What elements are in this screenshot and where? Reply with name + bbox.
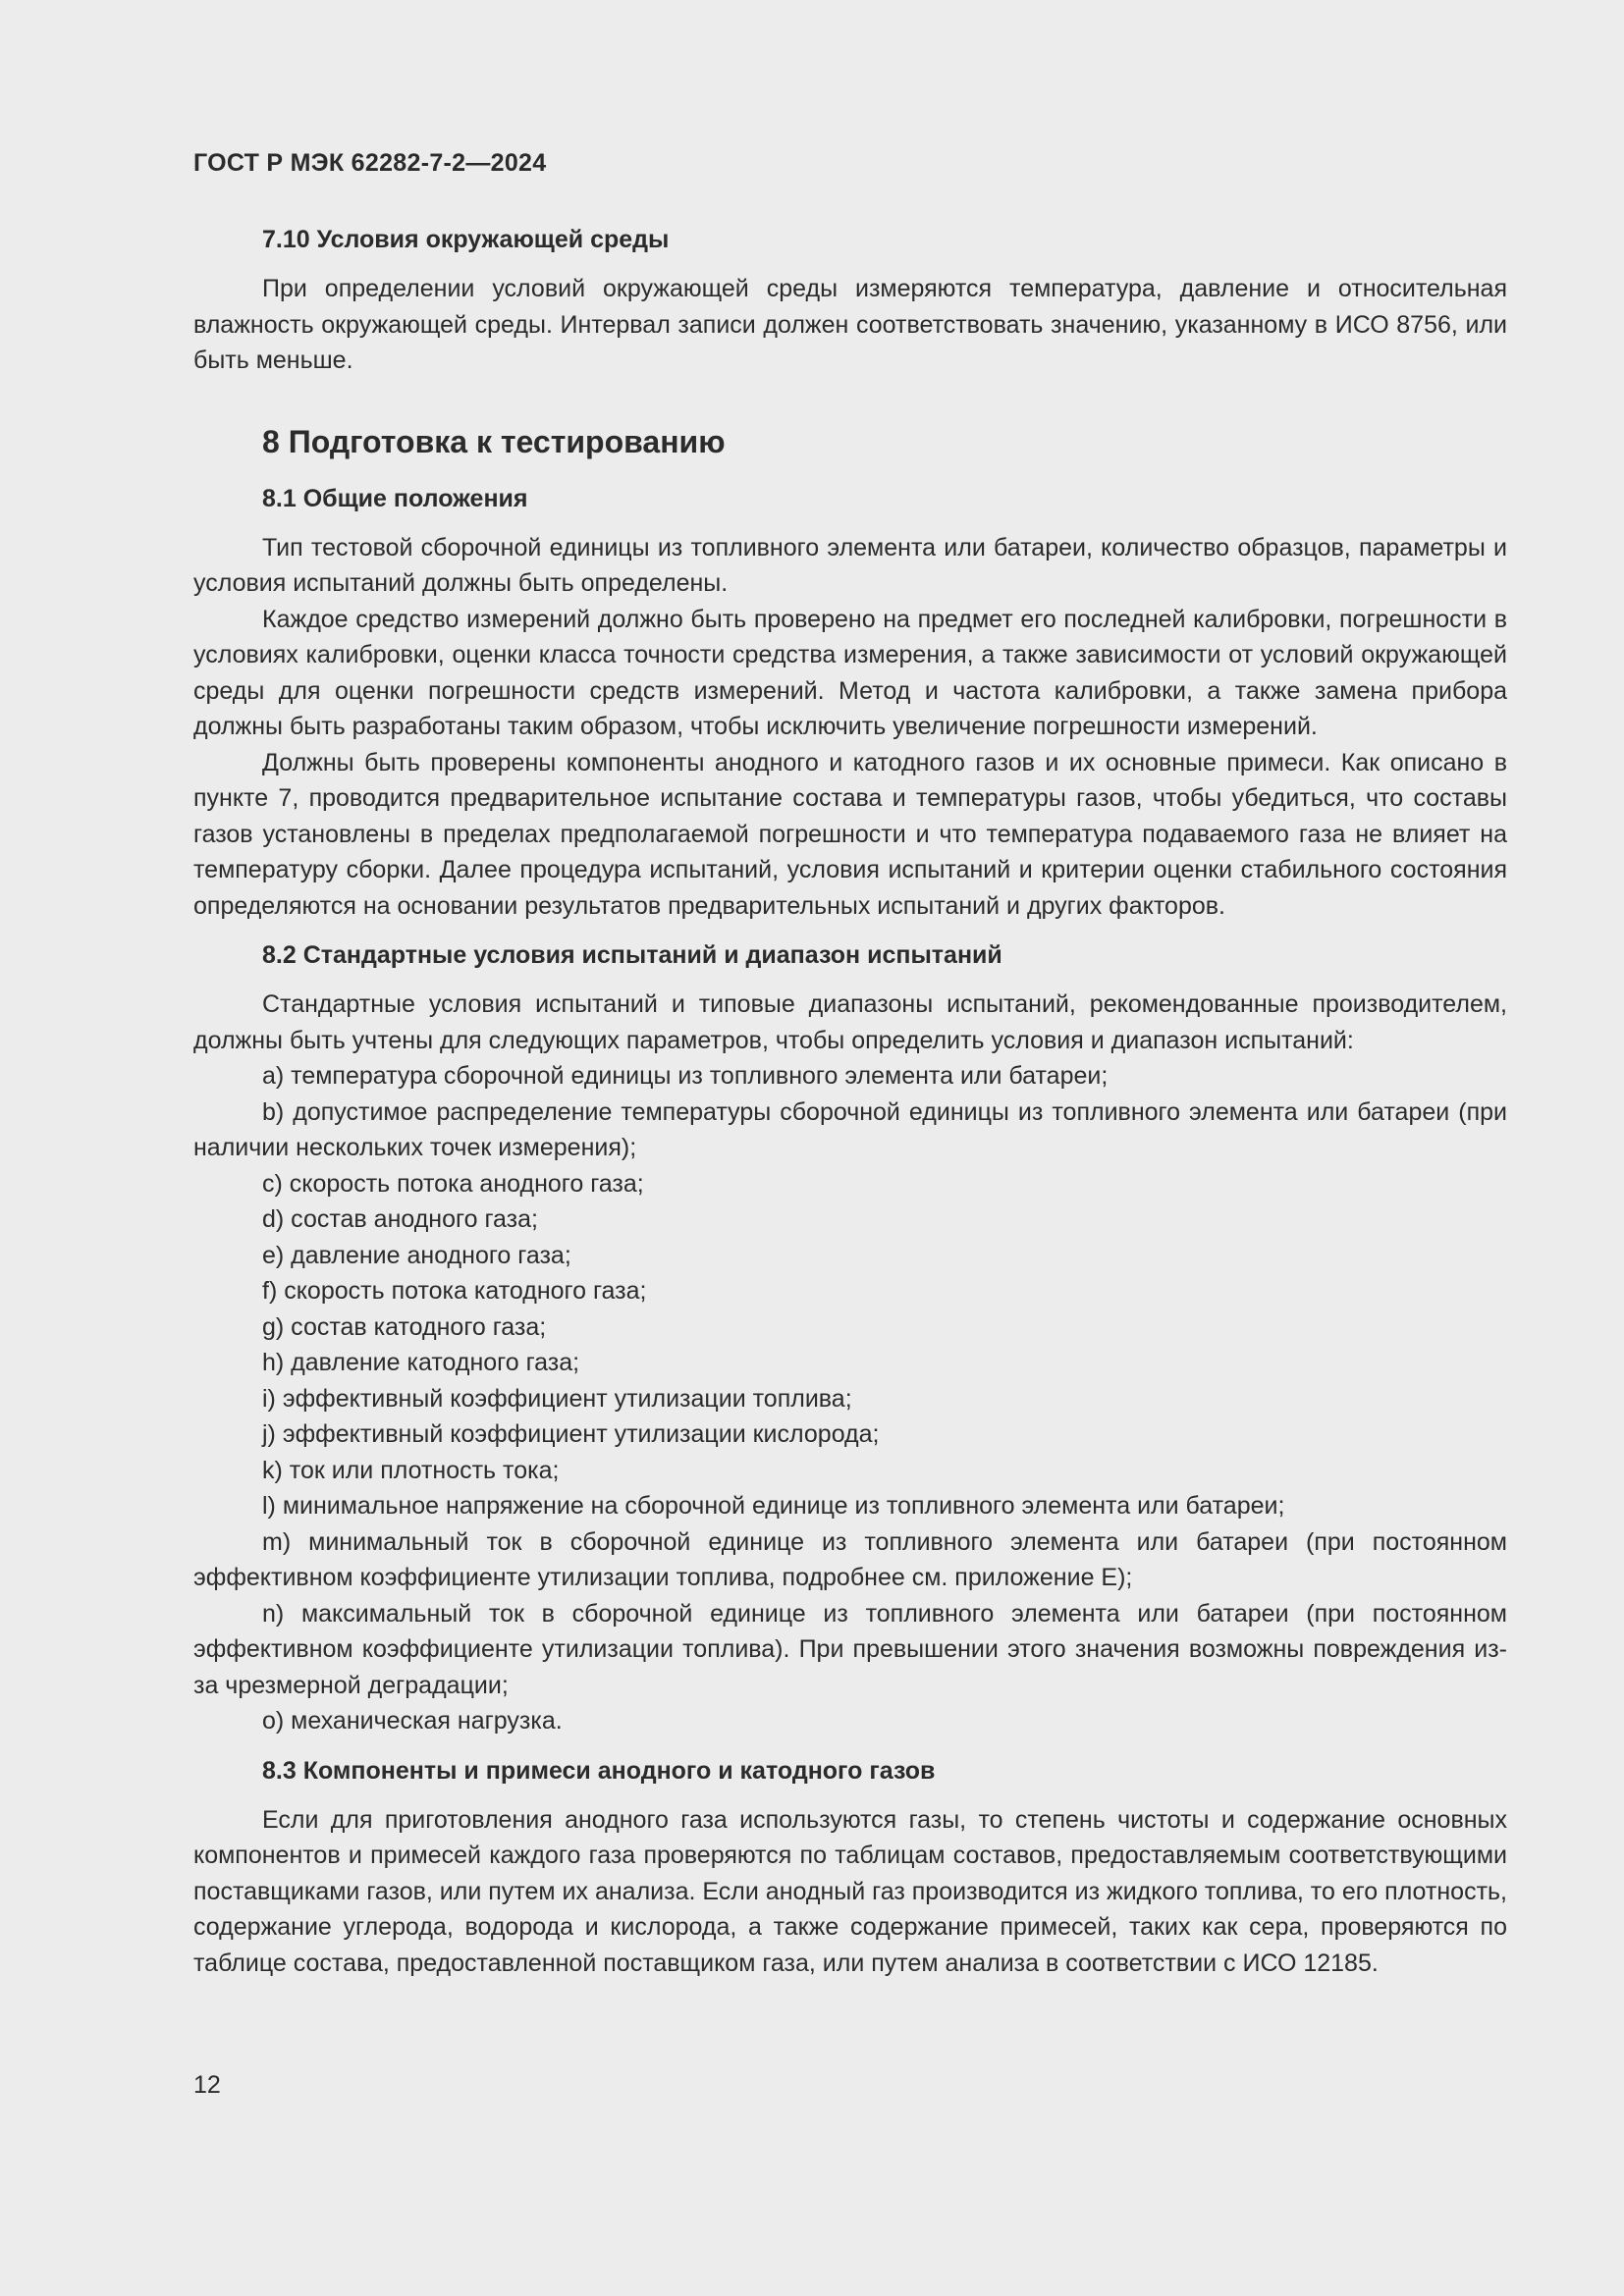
page-number: 12 bbox=[193, 2071, 221, 2099]
paragraph: Если для приготовления анодного газа используются газы, то степень чистоты и содержание основных компонентов и примесей каждого газа проверяются по таблицам составов, предоставляемым соответствующими поставщиками газов, или путем их анализа. Если анодный газ производится из жидкого топлива, то его плотность, содержание углерода, водорода и кислорода, а также содержание примесей, таких как сера, проверяются по таблице состава, предоставленной поставщиком газа, или путем анализа в соответствии с ИСО 12185. bbox=[193, 1805, 1507, 1977]
document-header: ГОСТ Р МЭК 62282-7-2—2024 bbox=[193, 149, 547, 177]
list-item: i) эффективный коэффициент утилизации топлива; bbox=[262, 1384, 852, 1413]
list-item: h) давление катодного газа; bbox=[262, 1349, 580, 1376]
list-item: g) состав катодного газа; bbox=[262, 1312, 547, 1341]
list-item: o) механическая нагрузка. bbox=[262, 1707, 563, 1735]
list-item: e) давление анодного газа; bbox=[262, 1241, 571, 1269]
paragraph: Должны быть проверены компоненты анодного и катодного газов и их основные примеси. Как описано в пункте 7, проводится предварительное испытание состава и температуры газов, чтобы убедиться, что составы газов установлены в пределах предполагаемой погрешности и что температура подаваемого газа не влияет на температуру сборки. Далее процедура испытаний, условия испытаний и критерии оценки стабильного состояния определяются на основании результатов предварительных испытаний и других факторов. bbox=[193, 748, 1507, 920]
heading-8-2: 8.2 Стандартные условия испытаний и диапазон испытаний bbox=[262, 941, 1002, 969]
list-item: m) минимальный ток в сборочной единице из топливного элемента или батареи (при постоянном эффективном коэффициенте утилизации топлива, подробнее см. приложение Е); bbox=[193, 1527, 1507, 1591]
list-item: n) максимальный ток в сборочной единице из топливного элемента или батареи (при постоянном эффективном коэффициенте утилизации топлива). При превышении этого значения возможны повреждения из-за чрезмерной деградации; bbox=[193, 1599, 1507, 1699]
paragraph: Каждое средство измерений должно быть проверено на предмет его последней калибровки, погрешности в условиях калибровки, оценки класса точности средства измерения, а также зависимости от условий окружающей среды для оценки погрешности средств измерений. Метод и частота калибровки, а также замена прибора должны быть разработаны таким образом, чтобы исключить увеличение погрешности измерений. bbox=[193, 605, 1507, 740]
list-item: f) скорость потока катодного газа; bbox=[262, 1277, 647, 1305]
heading-section-8: 8 Подготовка к тестированию bbox=[262, 423, 726, 459]
heading-8-1: 8.1 Общие положения bbox=[262, 484, 528, 512]
list-item: b) допустимое распределение температуры сборочной единицы из топливного элемента или батареи (при наличии нескольких точек измерения); bbox=[193, 1097, 1507, 1161]
list-item: d) состав анодного газа; bbox=[262, 1205, 538, 1233]
list-item: l) минимальное напряжение на сборочной единице из топливного элемента или батареи; bbox=[262, 1492, 1285, 1520]
paragraph: При определении условий окружающей среды измеряются температура, давление и относительная влажность окружающей среды. Интервал записи должен соответствовать значению, указанному в ИСО 8756, или быть меньше. bbox=[193, 275, 1507, 374]
list-item: k) ток или плотность тока; bbox=[262, 1456, 560, 1484]
document-body bbox=[193, 222, 1507, 1981]
heading-7-10: 7.10 Условия окружающей среды bbox=[262, 226, 670, 253]
list-item: j) эффективный коэффициент утилизации кислорода; bbox=[262, 1420, 880, 1448]
list-item: c) скорость потока анодного газа; bbox=[262, 1169, 644, 1198]
list-item: a) температура сборочной единицы из топливного элемента или батареи; bbox=[262, 1062, 1109, 1090]
paragraph: Тип тестовой сборочной единицы из топливного элемента или батареи, количество образцов, параметры и условия испытаний должны быть определены. bbox=[193, 533, 1507, 597]
heading-8-3: 8.3 Компоненты и примеси анодного и катодного газов bbox=[262, 1756, 936, 1785]
paragraph: Стандартные условия испытаний и типовые диапазоны испытаний, рекомендованные производителем, должны быть учтены для следующих параметров, чтобы определить условия и диапазон испытаний: bbox=[193, 990, 1507, 1054]
